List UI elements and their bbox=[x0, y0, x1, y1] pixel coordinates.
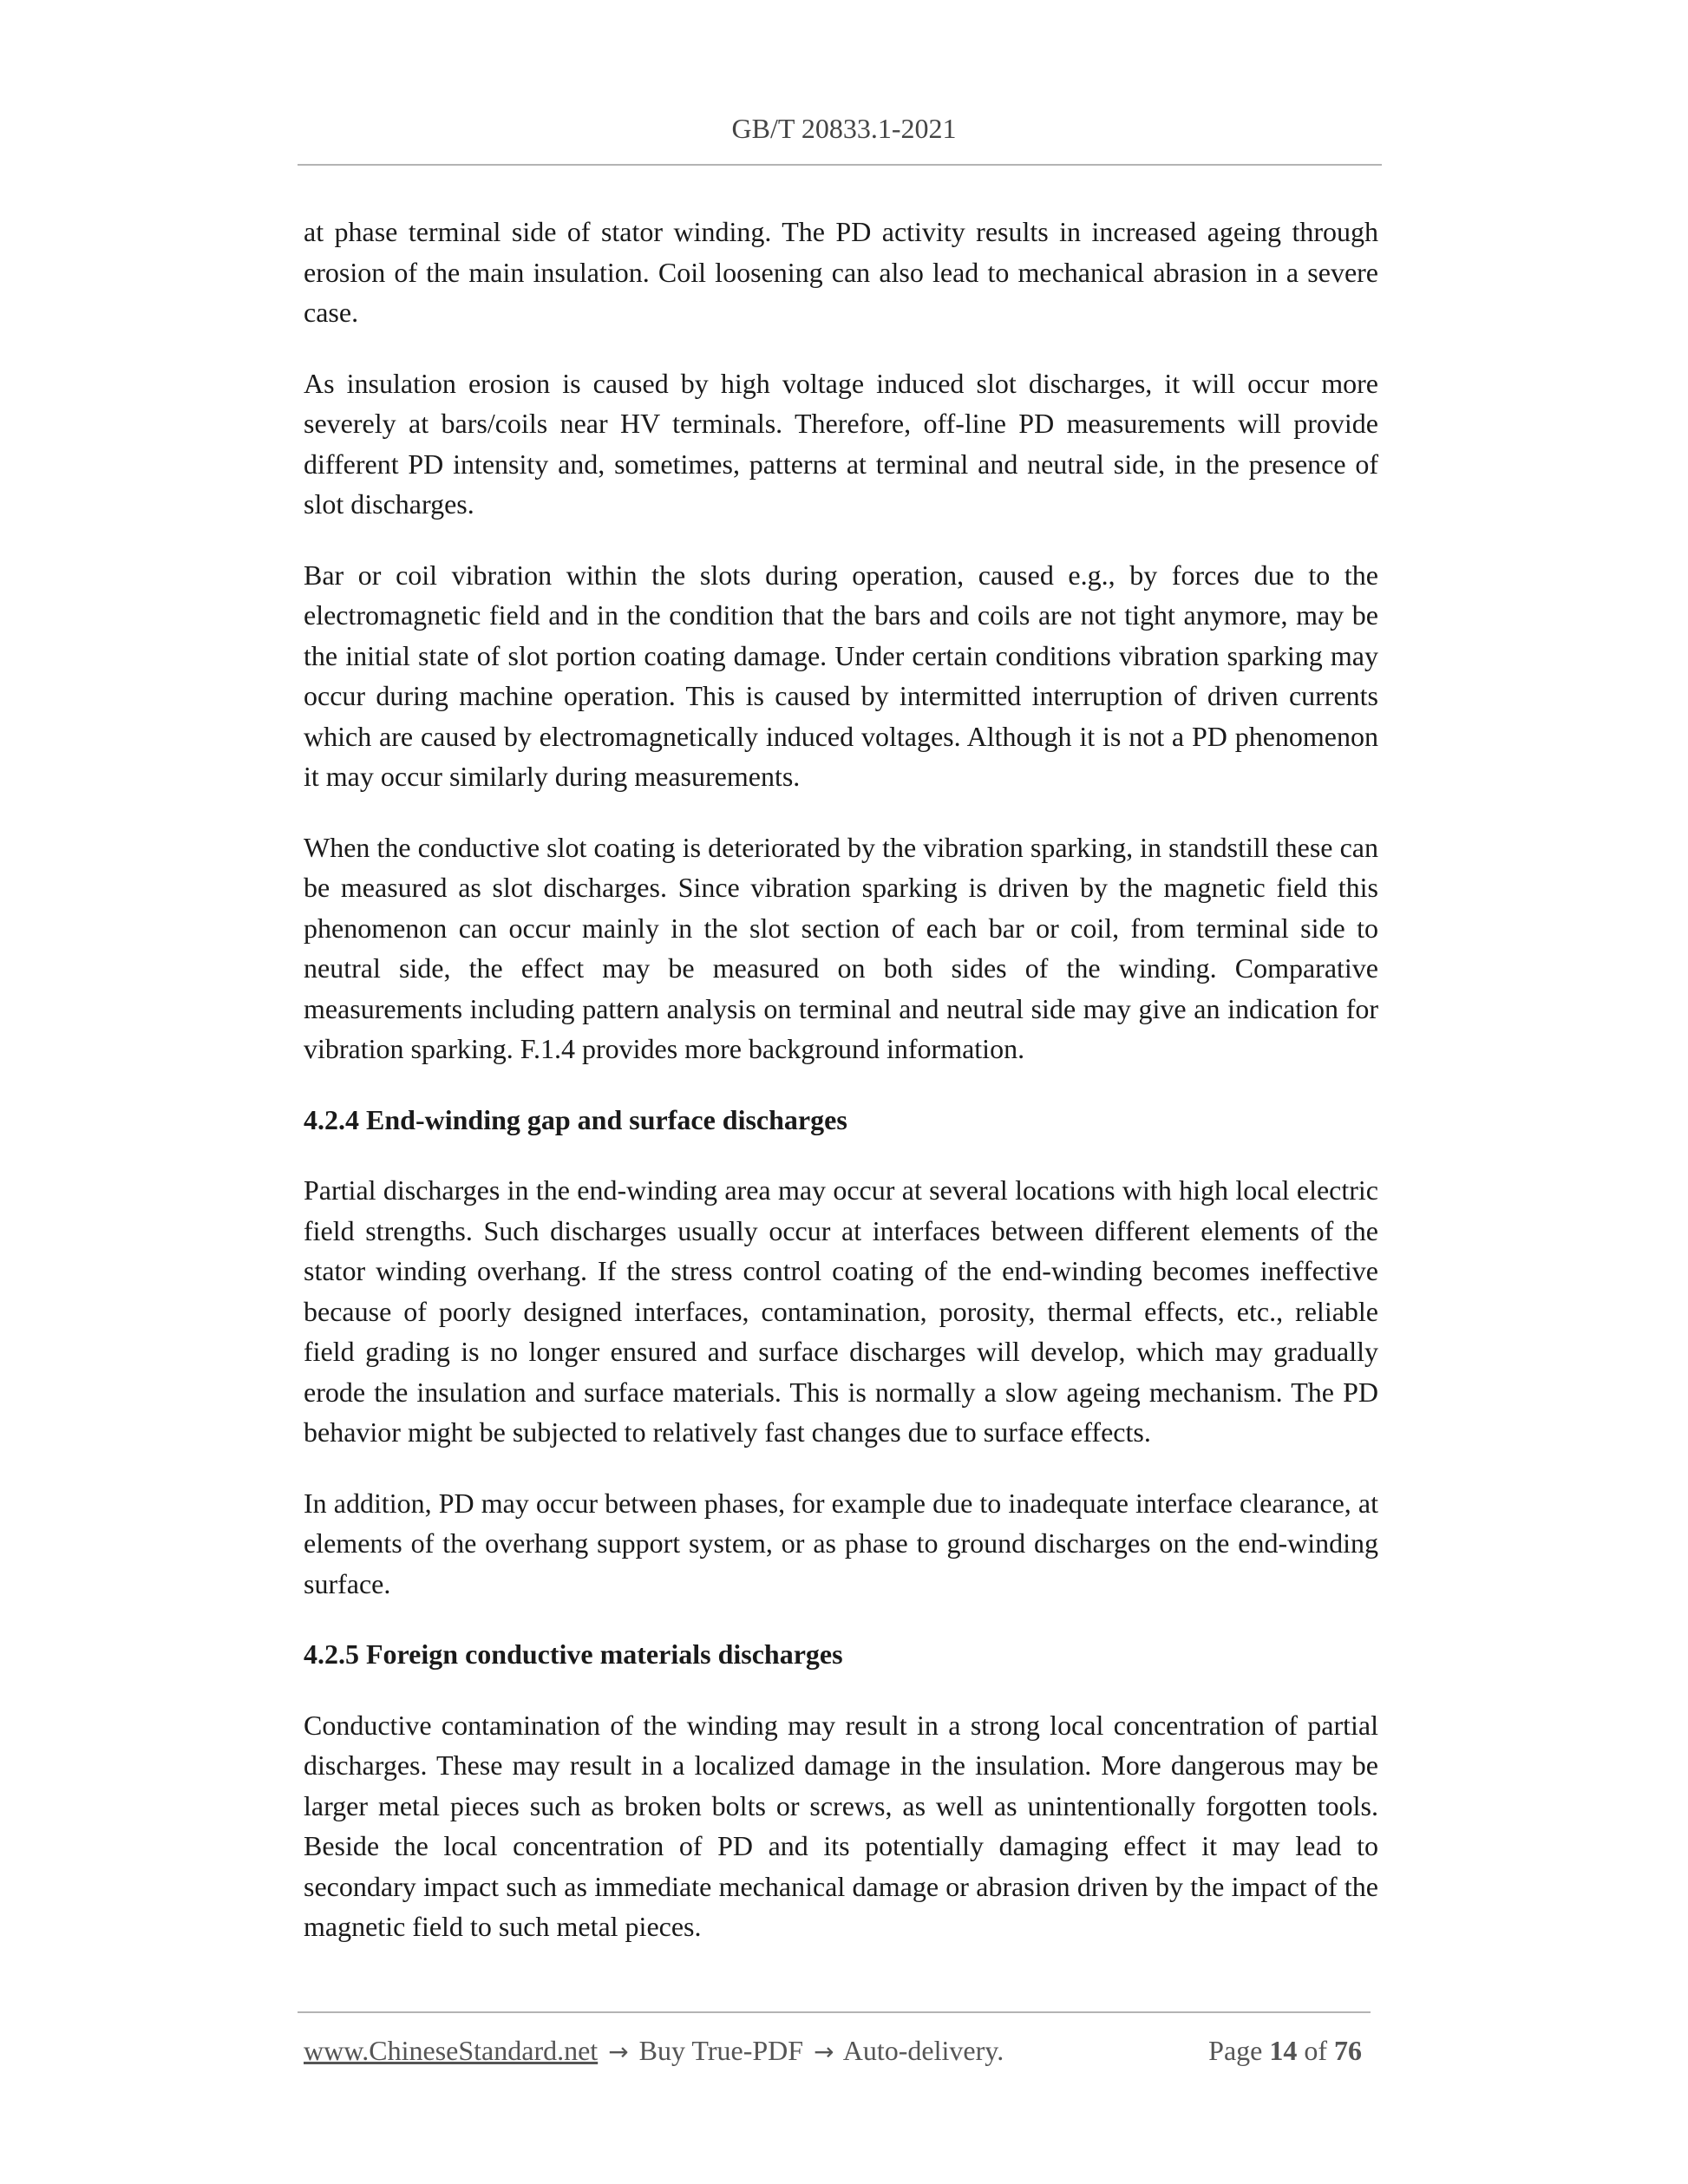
page-indicator bbox=[1208, 2031, 1362, 2070]
section-heading-4-2-5: 4.2.5 Foreign conductive materials discharges bbox=[304, 1638, 843, 1670]
footer-divider bbox=[298, 2011, 1371, 2013]
body-paragraph: Partial discharges in the end-winding area may occur at several locations with high local electric field strengths. Such discharges usually occur at interfaces between different elements of the stator winding overhang. If the stress control coating of the end-winding becomes ineffective because of poorly designed interfaces, contamination, porosity, thermal effects, etc., reliable field grading is no longer ensured and surface discharges will develop, which may gradually erode the insulation and surface materials. This is normally a slow ageing mechanism. The PD behavior might be subjected to relatively fast changes due to surface effects. bbox=[304, 1174, 1378, 1448]
section-heading-4-2-4: 4.2.4 End-winding gap and surface discharges bbox=[304, 1103, 847, 1135]
page-footer bbox=[304, 2031, 1371, 2070]
body-paragraph: As insulation erosion is caused by high voltage induced slot discharges, it will occur more severely at bars/coils near HV terminals. Therefore, off-line PD measurements will provide different PD intensity and, sometimes, patterns at terminal and neutral side, in the presence of slot discharges. bbox=[304, 367, 1378, 520]
footer-promo bbox=[304, 2031, 1004, 2071]
document-header-title: GB/T 20833.1-2021 bbox=[731, 113, 957, 144]
body-paragraph: When the conductive slot coating is deteriorated by the vibration sparking, in standstill these can be measured as slot discharges. Since vibration sparking is driven by the magnetic field this phenomenon can occur mainly in the slot section of each bar or coil, from terminal side to neutral side, the effect may be measured on both sides of the winding. Comparative measurements including pattern analysis on terminal and neutral side may give an indication for vibration sparking. F.1.4 provides more background information. bbox=[304, 831, 1378, 1064]
header-divider bbox=[298, 164, 1382, 166]
body-paragraph: at phase terminal side of stator winding. The PD activity results in increased ageing through erosion of the main insulation. Coil loosening can also lead to mechanical abrasion in a severe case. bbox=[304, 216, 1378, 328]
arrow-right-icon: → bbox=[608, 2037, 629, 2066]
buy-true-pdf-text: Buy True-PDF bbox=[638, 2035, 804, 2066]
body-paragraph: Conductive contamination of the winding may result in a strong local concentration of partial discharges. These may result in a localized damage in the insulation. More dangerous may be larger metal pieces such as broken bolts or screws, as well as unintentionally forgotten tools. Beside the local concentration of PD and its potentially damaging effect it may lead to secondary impact such as immediate mechanical damage or abrasion driven by the impact of the magnetic field to such metal pieces. bbox=[304, 1709, 1378, 1942]
body-paragraph: Bar or coil vibration within the slots during operation, caused e.g., by forces due to the electromagnetic field and in the condition that the bars and coils are not tight anymore, may be the initial state of slot portion coating damage. Under certain conditions vibration sparking may occur during machine operation. This is caused by intermitted interruption of driven currents which are caused by electromagnetically induced voltages. Although it is not a PD phenomenon it may occur similarly during measurements. bbox=[304, 559, 1378, 792]
auto-delivery-text: Auto-delivery. bbox=[842, 2035, 1004, 2066]
arrow-right-icon: → bbox=[814, 2037, 834, 2066]
website-link[interactable]: www.ChineseStandard.net bbox=[304, 2035, 599, 2066]
current-page-number: 14 bbox=[1269, 2035, 1298, 2066]
body-paragraph: In addition, PD may occur between phases, for example due to inadequate interface clearance, at elements of the overhang support system, or as phase to ground discharges on the end-winding surface. bbox=[304, 1487, 1378, 1599]
page-label: Page bbox=[1208, 2035, 1263, 2066]
of-label: of bbox=[1304, 2035, 1327, 2066]
document-body bbox=[304, 212, 1378, 1978]
total-pages-number: 76 bbox=[1334, 2035, 1362, 2066]
